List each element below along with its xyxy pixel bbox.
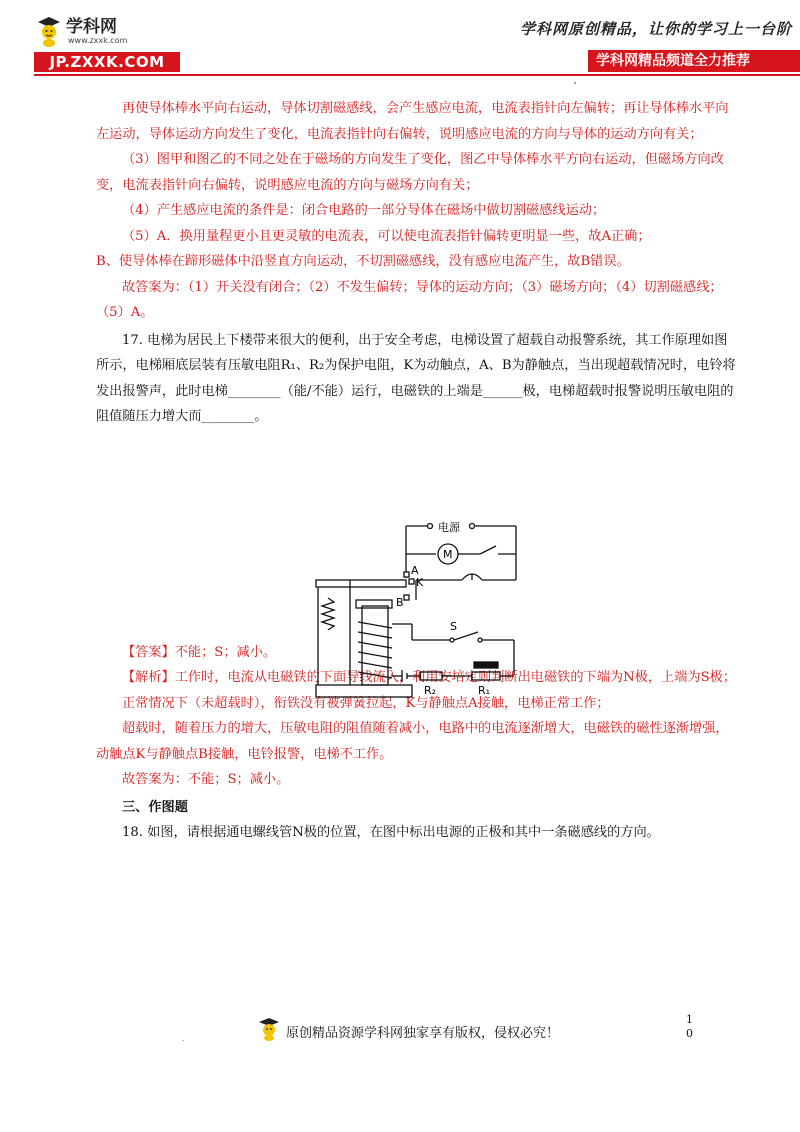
graduate-mascot-icon bbox=[36, 14, 62, 48]
paragraph: （4）产生感应电流的条件是：闭合电路的一部分导体在磁场中做切割磁感线运动； bbox=[122, 203, 606, 218]
label-contact-k: K bbox=[416, 576, 424, 589]
analysis-text: 工作时，电流从电磁铁的下面导线流入，利用安培定则判断出电磁铁的下端为N极，上端为S极； bbox=[174, 670, 737, 685]
header-divider bbox=[34, 74, 800, 76]
paragraph: B、使导体棒在蹄形磁体中沿竖直方向运动，不切割磁感线，没有感应电流产生，故B错误。 bbox=[96, 254, 630, 269]
footer-dot: . bbox=[182, 1034, 185, 1043]
section-heading: 三、作图题 bbox=[122, 799, 188, 815]
page-number-top: 1 bbox=[686, 1013, 693, 1026]
answer-text: 不能；S；减小。 bbox=[174, 644, 277, 660]
label-contact-a: A bbox=[411, 564, 419, 577]
label-r2: R₂ bbox=[424, 684, 437, 697]
question-17: 17. 电梯为居民上下楼带来很大的便利，出于安全考虑，电梯设置了超载自动报警系统，其工作原理如图所示，电梯厢底层装有压敏电阻R₁、R₂为保护电阻，K为动触点，A、B为静触点，当出现超载情况时，电铃将发出报警声，此时电梯________（能/不能）运行，电磁铁的上端是______极，电梯超载时报警说明压敏电阻的阻值随压力增大而________。 bbox=[96, 332, 736, 424]
page-number bbox=[686, 1013, 693, 1041]
logo-title: 学科网 bbox=[66, 16, 117, 37]
analysis-tag: 【解析】 bbox=[122, 670, 175, 685]
label-contact-b: B bbox=[396, 596, 404, 609]
document-body bbox=[96, 96, 736, 846]
question-18: 18. 如图，请根据通电螺线管N极的位置，在图中标出电源的正极和其中一条磁感线的方向。 bbox=[122, 825, 660, 840]
paragraph: （5）A．换用量程更小且更灵敏的电流表，可以使电流表指针偏转更明显一些，故A正确； bbox=[122, 228, 651, 244]
page-header bbox=[0, 0, 800, 80]
header-slogan: 学科网原创精品，让你的学习上一台阶 bbox=[519, 20, 792, 38]
label-switch-s: S bbox=[450, 620, 457, 633]
label-motor: M bbox=[443, 548, 453, 561]
stray-dot bbox=[574, 82, 576, 84]
channel-banner[interactable]: 学科网精品频道全力推荐 bbox=[588, 50, 800, 72]
paragraph: 故答案为：（1）开关没有闭合；（2）不发生偏转；导体的运动方向；（3）磁场方向；（4）切割磁感线；（5）A。 bbox=[96, 279, 723, 320]
elevator-alarm-circuit-diagram bbox=[312, 520, 518, 702]
answer-tag: 【答案】 bbox=[122, 644, 175, 660]
logo-url: www.zxxk.com bbox=[68, 35, 128, 45]
paragraph: 正常情况下（未超载时），衔铁没有被弹簧拉起，K与静触点A接触，电梯正常工作； bbox=[122, 695, 610, 711]
paragraph: 再使导体棒水平向右运动，导体切割磁感线，会产生感应电流，电流表指针向左偏转；再让导体棒水平向左运动，导体运动方向发生了变化，电流表指针向右偏转，说明感应电流的方向与导体的运动方向有关； bbox=[96, 101, 729, 142]
paragraph: 超载时，随着压力的增大，压敏电阻的阻值随着减小，电路中的电流逐渐增大，电磁铁的磁性逐渐增强，动触点K与静触点B接触，电铃报警，电梯不工作。 bbox=[96, 721, 729, 762]
label-r1: R₁ bbox=[478, 684, 491, 697]
paragraph: 故答案为：不能；S；减小。 bbox=[122, 772, 290, 787]
copyright-notice: 原创精品资源学科网独家享有版权，侵权必究！ bbox=[286, 1026, 560, 1041]
page-number-bottom: 0 bbox=[686, 1027, 693, 1040]
graduate-mascot-icon bbox=[256, 1016, 282, 1042]
paragraph: （3）图甲和图乙的不同之处在于磁场的方向发生了变化，图乙中导体棒水平方向右运动，但磁场方向改变，电流表指针向右偏转，说明感应电流的方向与磁场方向有关； bbox=[96, 152, 724, 193]
label-power: 电源 bbox=[438, 521, 460, 534]
site-logo[interactable] bbox=[36, 14, 127, 48]
logo-banner[interactable]: JP.ZXXK.COM bbox=[34, 52, 180, 72]
